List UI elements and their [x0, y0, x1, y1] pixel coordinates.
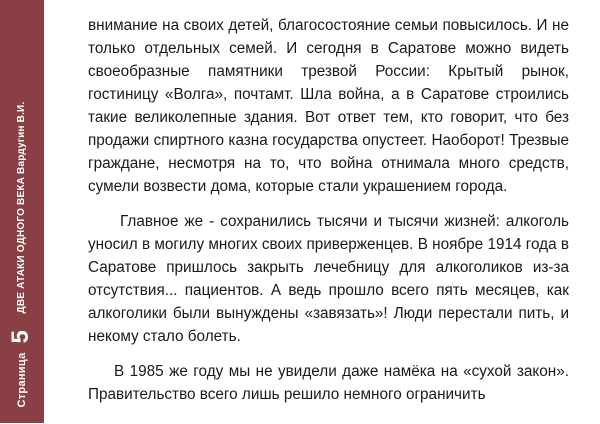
paragraph-lives-saved: Главное же - сохранились тысячи и тысячи жизней: алкоголь уносил в могилу многих своих приверженцев. В ноябре 1914 года в Саратове пришлось закрыть лечебницу для алкоголиков из-за отсутствия... пациентов. А ведь прошло всего пять месяцев, как алкоголики были вынуждены «завязать»! Люди перестали пить, и некому стало болеть. [88, 213, 569, 345]
page-label: Страница [16, 352, 28, 408]
paragraph-1985: В 1985 же году мы не увидели даже намёка на «сухой закон». Правительство всего лишь решило немного ограничить [88, 363, 569, 403]
page-number: 5 [7, 330, 34, 344]
page-sidebar [0, 0, 44, 423]
sidebar-caption [0, 1, 44, 424]
paragraph-continuation: внимание на своих детей, благосостояние семьи повысилось. И не только отдельных семей. И сегодня в Саратове можно видеть своеобразные памятники трезвой России: Крытый рынок, гостиницу «Волга», почтамт. Шла война, а в Саратове строились такие великолепные здания. Вот ответ тем, кто говорит, что без продажи спиртного казна государства опустеет. Наоборот! Трезвые граждане, несмотря на то, что война отнимала много средств, сумели возвести дома, которые стали украшением города. [88, 17, 569, 195]
page-body [88, 14, 569, 406]
book-title: ДВЕ АТАКИ ОДНОГО ВЕКА Вардугин В.И. [16, 101, 27, 314]
